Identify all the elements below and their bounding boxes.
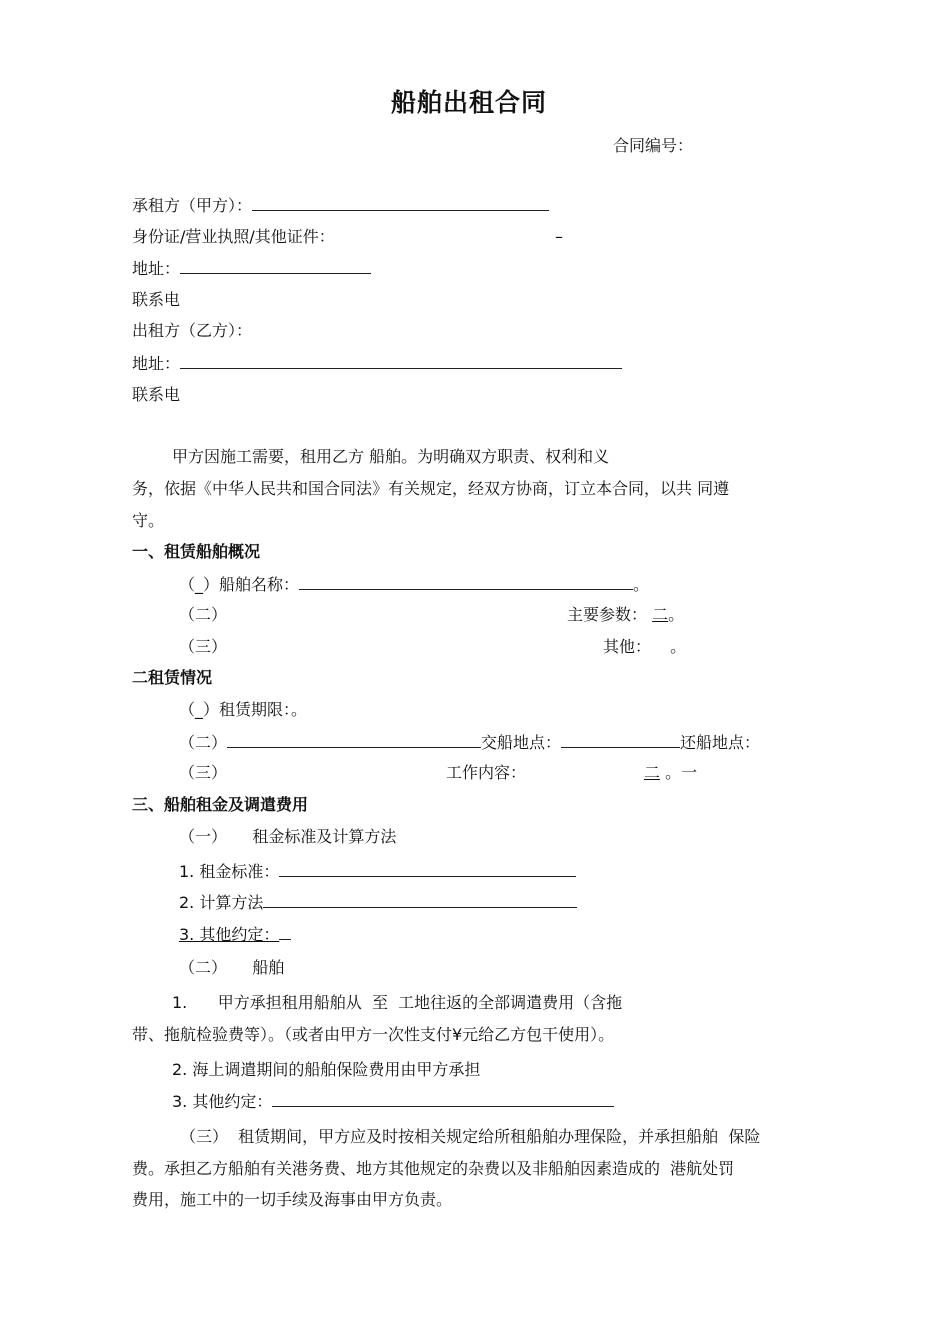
- s1-item3-field: 其他：: [603, 637, 652, 656]
- s3-sub2-item1-line2: 带、拖航检验费等）。（或者由甲方一次性支付¥元给乙方包干使用）。: [132, 1025, 615, 1044]
- contract-number-label: 合同编号：: [613, 136, 694, 155]
- id-line: [132, 227, 335, 247]
- s3-sub3-line1: （三） 租赁期间，甲方应及时按相关规定给所租船舶办理保险，并承担船舶 保险: [180, 1127, 761, 1146]
- s1-item1-end: 。: [633, 575, 650, 594]
- s1-item2-end: 。: [668, 605, 685, 624]
- s2-item2-label: （二）: [179, 733, 228, 752]
- s2-item2-line: [179, 732, 760, 753]
- address1-line: [132, 258, 371, 279]
- s3-sub2-item1-line1: 1. 甲方承担租用船舶从 至 工地往返的全部调遣费用（含拖: [172, 993, 623, 1012]
- s3-sub2-item3: 3. 其他约定：: [172, 1092, 273, 1111]
- s2-item2-mid: 交船地点：: [481, 733, 562, 752]
- section-3-heading: 三、船舶租金及调遣费用: [132, 795, 309, 814]
- s3-sub2-item2: 2. 海上调遣期间的船舶保险费用由甲方承担: [172, 1060, 481, 1079]
- s2-item3-label: （三）: [179, 763, 228, 782]
- s2-item3-field: 工作内容：: [446, 763, 527, 782]
- s2-item3-val: 二: [644, 763, 661, 782]
- s1-item3-label: （三）: [179, 637, 228, 656]
- s1-item2-field: 主要参数：: [567, 605, 648, 624]
- s3-sub1-item1-line: [179, 861, 576, 882]
- preamble-line-3: 守。: [132, 511, 165, 530]
- s1-item2-field-line: [567, 605, 684, 625]
- lessee-label: 承租方（甲方）：: [132, 196, 253, 215]
- s3-sub1-item3: 3. 其他约定：: [179, 925, 280, 944]
- address1-blank[interactable]: [180, 258, 371, 274]
- calc-method-blank[interactable]: [263, 892, 577, 908]
- s3-sub3-line3: 费用，施工中的一切手续及海事由甲方负责。: [132, 1190, 453, 1209]
- address2-label: 地址：: [132, 354, 181, 373]
- s1-item1-line: [179, 574, 649, 595]
- s3-sub1: （一） 租金标准及计算方法: [179, 827, 397, 846]
- s3-sub2-item3-line: [172, 1091, 614, 1112]
- document-title: 船舶出租合同: [391, 88, 548, 117]
- s1-item3-field-line: [603, 637, 686, 657]
- rent-standard-blank[interactable]: [279, 861, 576, 877]
- address2-blank[interactable]: [180, 353, 622, 369]
- id-label: 身份证/营业执照/其他证件：: [132, 227, 335, 246]
- s3-sub3-line2: 费。承担乙方船舶有关港务费、地方其他规定的杂费以及非船舶因素造成的 港航处罚: [132, 1159, 735, 1178]
- lessee-line: [132, 195, 549, 216]
- phone1-label: 联系电: [132, 290, 181, 309]
- s1-item3-end: 。: [670, 637, 687, 656]
- other-agreement-blank[interactable]: [279, 924, 291, 940]
- address2-line: [132, 353, 622, 374]
- s1-item2-val: 二: [652, 605, 669, 624]
- s1-item1-label: （_）船舶名称：: [179, 575, 300, 594]
- s2-item3-end: 。一: [665, 763, 698, 782]
- delivery-blank[interactable]: [227, 732, 481, 748]
- s2-item3-tail: [644, 763, 697, 783]
- s3-sub1-item2-line: [179, 892, 577, 913]
- s2-item2-end: 还船地点：: [680, 733, 761, 752]
- section-2-heading: 二租赁情况: [132, 668, 213, 687]
- s3-sub1-item3-line: [179, 924, 291, 945]
- section-1-heading: 一、租赁船舶概况: [132, 542, 261, 561]
- lessor-label: 出租方（乙方）：: [132, 321, 253, 340]
- s3-sub1-item2: 2. 计算方法: [179, 893, 264, 912]
- preamble-line-1: 甲方因施工需要，租用乙方 船舶。为明确双方职责、权利和义: [172, 447, 610, 466]
- delivery-place-blank[interactable]: [561, 732, 680, 748]
- ship-name-blank[interactable]: [299, 574, 633, 590]
- s1-item2-label: （二）: [179, 605, 228, 624]
- other-agreement-2-blank[interactable]: [272, 1091, 614, 1107]
- address1-label: 地址：: [132, 259, 181, 278]
- s3-sub2: （二） 船舶: [179, 958, 285, 977]
- s3-sub1-item1: 1. 租金标准：: [179, 862, 280, 881]
- preamble-line-2: 务，依据《中华人民共和国合同法》有关规定，经双方协商，订立本合同，以共 同遵: [132, 479, 730, 498]
- phone2-label: 联系电: [132, 385, 181, 404]
- lessee-blank[interactable]: [252, 195, 549, 211]
- s2-item1: （_）租赁期限：。: [179, 700, 308, 719]
- id-tail: –: [555, 227, 563, 246]
